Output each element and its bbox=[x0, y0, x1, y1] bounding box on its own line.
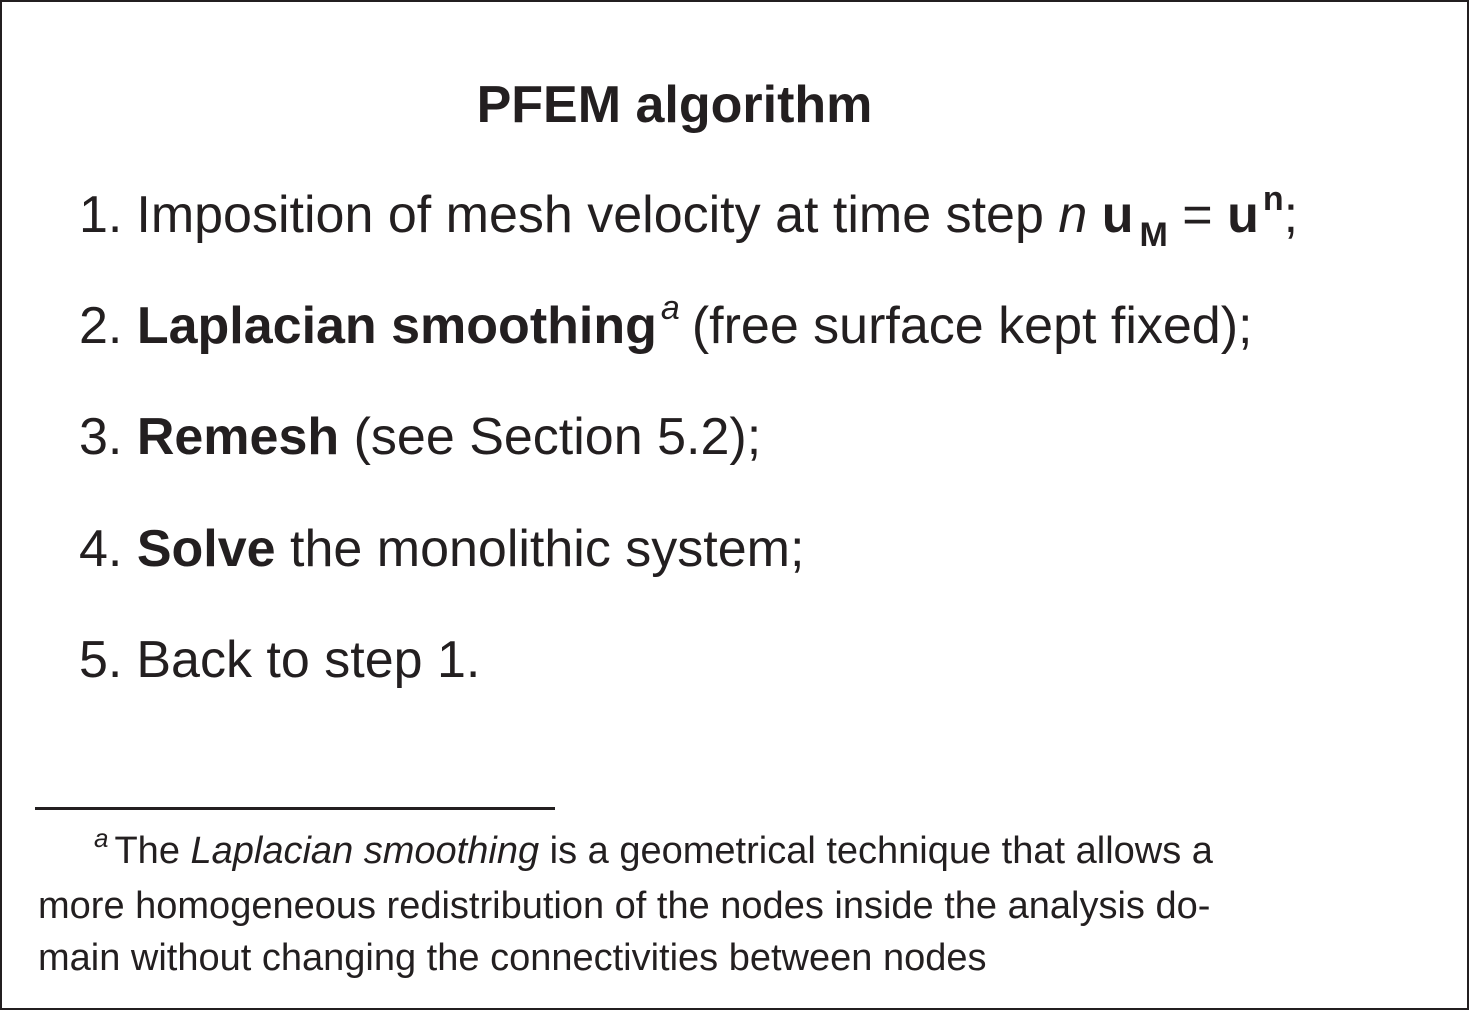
footnote-divider bbox=[35, 807, 555, 810]
step-4 bbox=[79, 519, 804, 579]
step-5 bbox=[79, 630, 480, 690]
footnote-line-2: more homogeneous redistribution of the nodes inside the analysis do- bbox=[38, 885, 1211, 927]
step-3 bbox=[79, 407, 761, 467]
time-superscript: n bbox=[1262, 180, 1284, 218]
step-number: 1. bbox=[79, 186, 123, 244]
step-terminator: ; bbox=[1283, 186, 1299, 244]
step-keyword: Solve bbox=[136, 520, 276, 578]
footnote-lead: The bbox=[114, 830, 180, 872]
step-1 bbox=[79, 180, 1299, 254]
algorithm-title: PFEM algorithm bbox=[476, 76, 873, 134]
step-keyword: Remesh bbox=[136, 408, 340, 466]
step-text: Imposition of mesh velocity at time step bbox=[136, 186, 1044, 244]
footnote-line-3: main without changing the connectivities between nodes bbox=[38, 937, 987, 979]
footnote bbox=[38, 825, 1428, 984]
footnote-line-1 bbox=[38, 825, 1428, 880]
time-step-variable: n bbox=[1058, 186, 1088, 244]
step-number: 2. bbox=[79, 297, 123, 355]
step-number: 3. bbox=[79, 408, 123, 466]
step-text: (see Section 5.2); bbox=[353, 408, 762, 466]
step-2 bbox=[79, 289, 1253, 362]
step-text: the monolithic system; bbox=[290, 520, 805, 578]
velocity-symbol: u bbox=[1227, 186, 1259, 244]
footnote-text: is a geometrical technique that allows a bbox=[549, 830, 1213, 872]
step-text: (free surface kept fixed); bbox=[691, 297, 1253, 355]
footnote-marker: a bbox=[94, 823, 109, 853]
step-number: 5. bbox=[79, 631, 123, 689]
mesh-velocity-symbol: u bbox=[1101, 186, 1134, 244]
step-keyword: Laplacian smoothing bbox=[136, 297, 657, 355]
footnote-marker: a bbox=[660, 289, 680, 327]
footnote-emphasis: Laplacian smoothing bbox=[190, 830, 540, 872]
equals-sign: = bbox=[1182, 186, 1213, 244]
step-text: Back to step 1. bbox=[136, 631, 481, 689]
mesh-subscript: M bbox=[1139, 216, 1168, 254]
step-number: 4. bbox=[79, 520, 123, 578]
